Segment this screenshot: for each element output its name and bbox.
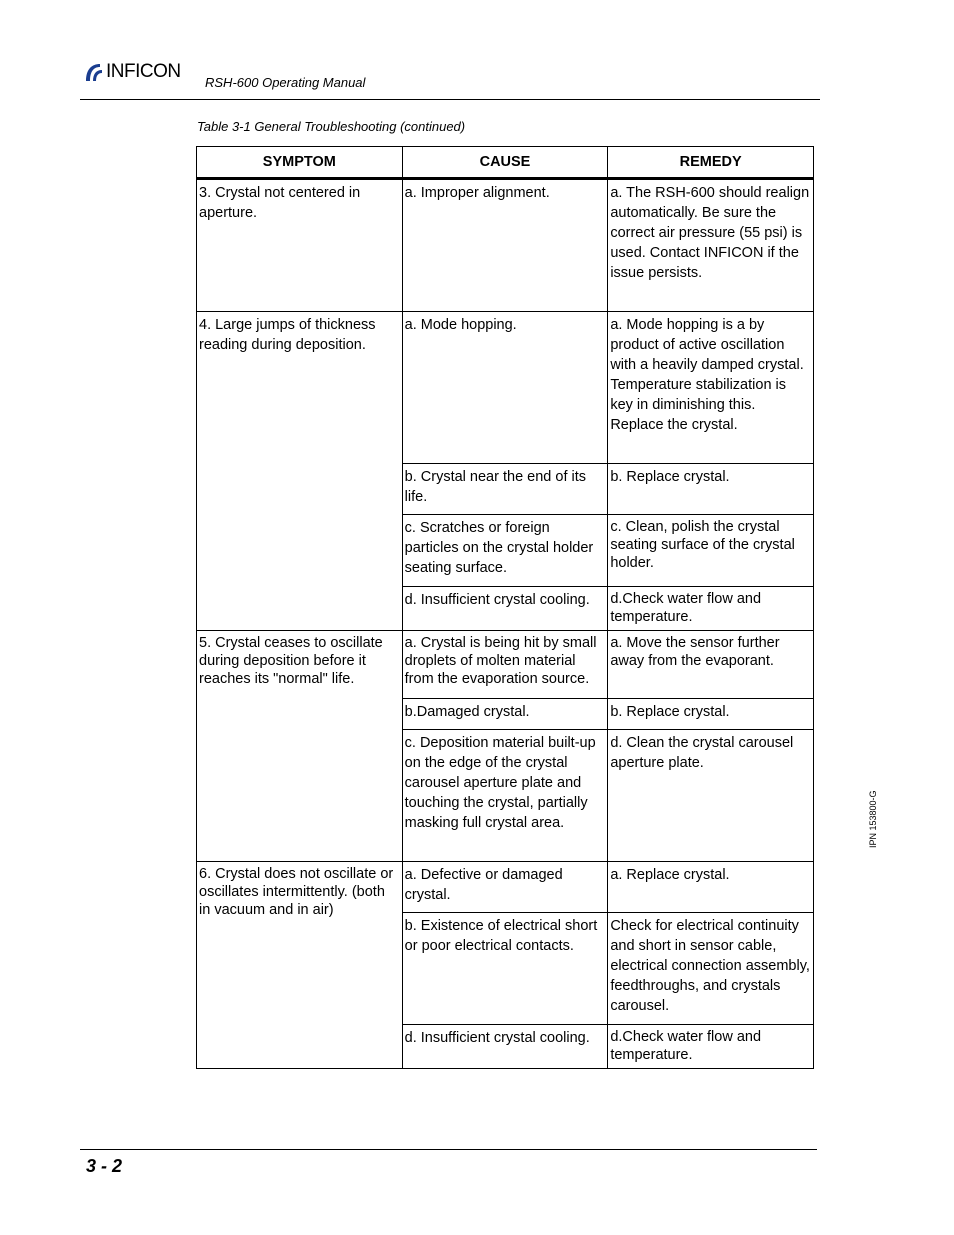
- remedy-cell: a. Move the sensor further away from the evaporant.: [608, 631, 814, 699]
- cause-cell: d. Insufficient crystal cooling.: [402, 587, 608, 631]
- troubleshooting-table: [196, 146, 814, 1069]
- remedy-cell: a. The RSH-600 should realign automatically. Be sure the correct air pressure (55 psi) is used. Contact INFICON if the issue persists.: [608, 179, 814, 312]
- cause-cell: b. Crystal near the end of its life.: [402, 464, 608, 515]
- remedy-cell: d. Clean the crystal carousel aperture plate.: [608, 730, 814, 862]
- remedy-cell: a. Mode hopping is a by product of active oscillation with a heavily damped crystal. Temperature stabilization is key in diminishing this. Replace the crystal.: [608, 312, 814, 464]
- remedy-cell: b. Replace crystal.: [608, 464, 814, 515]
- logo-text: INFICON: [106, 61, 181, 82]
- column-header: SYMPTOM: [197, 147, 403, 179]
- inficon-logo: [82, 60, 181, 84]
- cause-cell: a. Improper alignment.: [402, 179, 608, 312]
- symptom-cell: 5. Crystal ceases to oscillate during deposition before it reaches its "normal" life.: [197, 631, 403, 862]
- header-rule: [80, 99, 820, 100]
- cause-cell: c. Scratches or foreign particles on the crystal holder seating surface.: [402, 515, 608, 587]
- page-number: 3 - 2: [86, 1156, 123, 1176]
- symptom-cell: 6. Crystal does not oscillate or oscillates intermittently. (both in vacuum and in air): [197, 862, 403, 1069]
- cause-cell: b. Existence of electrical short or poor electrical contacts.: [402, 913, 608, 1025]
- cause-cell: a. Mode hopping.: [402, 312, 608, 464]
- table-header-row: [197, 147, 814, 179]
- cause-cell: a. Crystal is being hit by small droplets of molten material from the evaporation source.: [402, 631, 608, 699]
- remedy-cell: a. Replace crystal.: [608, 862, 814, 913]
- footer-rule: [80, 1149, 817, 1150]
- remedy-cell: b. Replace crystal.: [608, 699, 814, 730]
- cause-cell: d. Insufficient crystal cooling.: [402, 1025, 608, 1069]
- table-row: [197, 312, 814, 464]
- manual-title: RSH-600 Operating Manual: [205, 75, 366, 90]
- cause-cell: a. Defective or damaged crystal.: [402, 862, 608, 913]
- inficon-logo-icon: [82, 61, 104, 83]
- cause-cell: b.Damaged crystal.: [402, 699, 608, 730]
- remedy-cell: Check for electrical continuity and short in sensor cable, electrical connection assembly, feedthroughs, and crystals carousel.: [608, 913, 814, 1025]
- table-caption: Table 3-1 General Troubleshooting (continued): [197, 119, 466, 134]
- document-id: IPN 153800-G: [868, 790, 878, 848]
- table-row: [197, 179, 814, 312]
- column-header: CAUSE: [402, 147, 608, 179]
- table-row: [197, 862, 814, 913]
- table-row: [197, 631, 814, 699]
- remedy-cell: d.Check water flow and temperature.: [608, 1025, 814, 1069]
- symptom-cell: 3. Crystal not centered in aperture.: [197, 179, 403, 312]
- cause-cell: c. Deposition material built-up on the edge of the crystal carousel aperture plate and touching the crystal, partially masking full crystal area.: [402, 730, 608, 862]
- symptom-cell: 4. Large jumps of thickness reading during deposition.: [197, 312, 403, 631]
- column-header: REMEDY: [608, 147, 814, 179]
- remedy-cell: d.Check water flow and temperature.: [608, 587, 814, 631]
- remedy-cell: c. Clean, polish the crystal seating surface of the crystal holder.: [608, 515, 814, 587]
